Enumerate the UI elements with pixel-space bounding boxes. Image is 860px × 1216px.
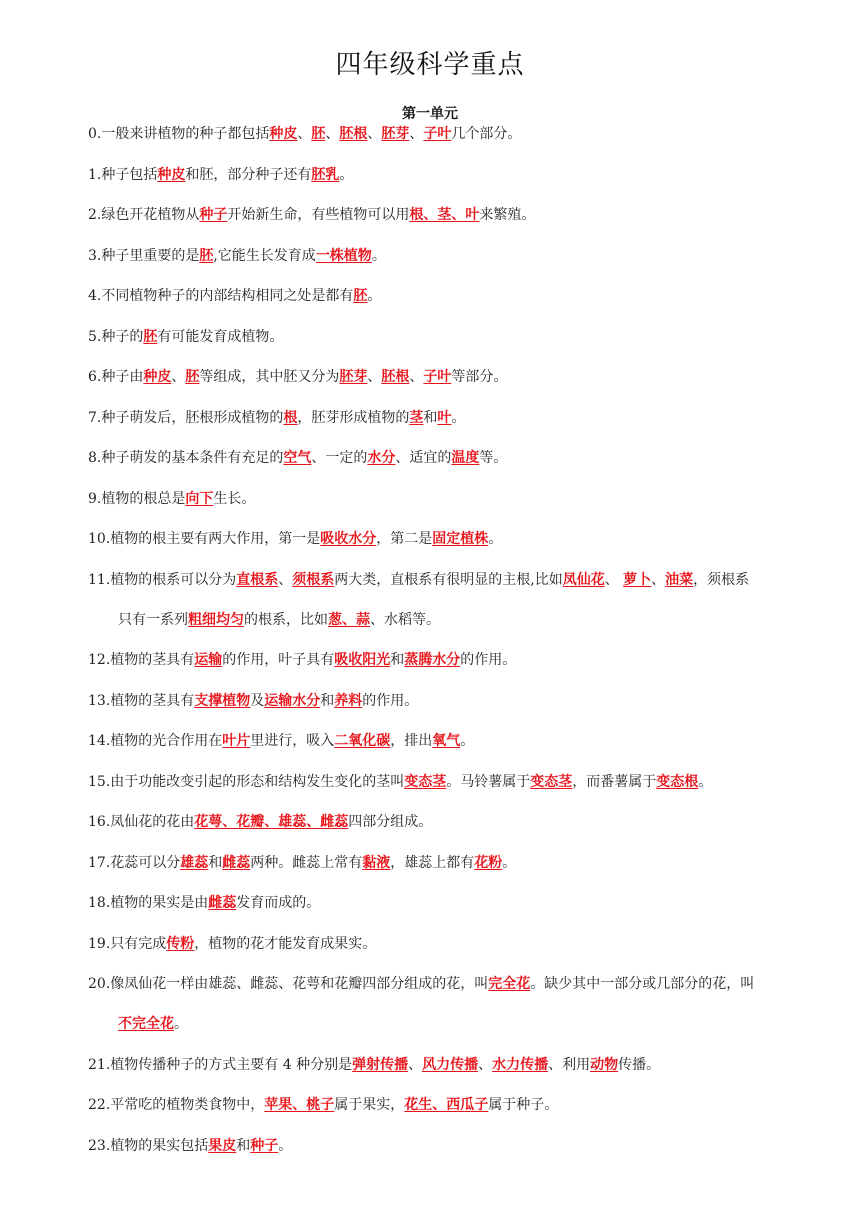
item-text: ，须根系	[693, 571, 750, 588]
item-text: 传播。	[618, 1056, 661, 1073]
item-text: 。	[460, 733, 475, 749]
item-text: 和胚，部分种子还有	[185, 166, 312, 183]
item-text: 3.种子里重要的是	[88, 247, 200, 264]
key-term: 向下	[185, 490, 214, 507]
key-term: 凤仙花	[562, 571, 605, 588]
item-text: 18.植物的果实是由	[88, 895, 209, 911]
key-term: 花生、西瓜子	[404, 1097, 489, 1113]
list-item	[88, 974, 828, 1034]
item-text: 、	[278, 571, 293, 588]
list-item	[88, 650, 828, 670]
key-term: 运输水分	[264, 692, 321, 709]
item-text: 17.花蕊可以分	[88, 854, 181, 871]
key-term: 空气	[283, 450, 312, 466]
key-term: 子叶	[423, 369, 452, 385]
item-text: 。	[698, 773, 713, 790]
key-term: 水分	[367, 450, 396, 466]
item-text: 12.植物的茎具有	[88, 652, 195, 668]
key-term: 变态茎	[404, 773, 447, 790]
key-term: 温度	[451, 450, 480, 466]
key-term: 二氧化碳	[334, 733, 391, 749]
item-text: 。	[451, 409, 466, 426]
item-text: 22.平常吃的植物类食物中，	[88, 1097, 265, 1113]
item-text: 9.植物的根总是	[88, 490, 186, 507]
list-item	[88, 165, 828, 185]
key-term: 胚根	[339, 126, 368, 142]
key-term: 固定植株	[432, 531, 489, 547]
item-text: ,它能生长发育成	[213, 247, 316, 264]
item-text: 两大类，直根系有很明显的主根,比如	[334, 571, 563, 588]
item-text: 、	[367, 369, 382, 385]
list-item	[88, 772, 828, 792]
key-term: 水力传播	[492, 1056, 549, 1073]
item-text: 。	[339, 166, 354, 183]
item-text: 属于果实，	[334, 1097, 405, 1113]
key-term: 弹射传播	[352, 1056, 409, 1073]
key-term: 茎	[409, 409, 424, 426]
notes-list	[88, 124, 828, 1176]
item-continuation	[88, 610, 828, 630]
key-term: 风力传播	[422, 1056, 479, 1073]
item-continuation	[88, 1014, 828, 1034]
item-text: 、	[408, 1056, 423, 1073]
item-text: 、	[604, 571, 624, 588]
key-term: 一株植物	[315, 247, 372, 264]
item-text: 21.植物传播种子的方式主要有 4 种分别是	[88, 1056, 353, 1073]
key-term: 胚根	[381, 369, 410, 385]
item-text: 的作用，叶子具有	[222, 652, 335, 668]
key-term: 不完全花	[118, 1016, 174, 1032]
key-term: 吸收阳光	[334, 652, 391, 668]
key-term: 花萼、花瓣、雄蕊、雌蕊	[194, 814, 349, 830]
list-item	[88, 327, 828, 347]
item-text: ，雄蕊上都有	[390, 854, 475, 871]
item-text: 和	[423, 409, 438, 426]
item-text: ，而番薯属于	[572, 773, 657, 790]
key-term: 胚乳	[311, 166, 340, 183]
key-term: 胚	[185, 369, 200, 385]
item-text: ，排出	[390, 733, 433, 749]
item-text: 、	[367, 126, 382, 142]
item-text: 四部分组成。	[348, 814, 433, 830]
key-term: 根	[283, 409, 298, 426]
item-text: 15.由于功能改变引起的形态和结构发生变化的茎叫	[88, 773, 405, 790]
item-text: 4.不同植物种子的内部结构相同之处是都有	[88, 288, 354, 304]
item-text: 和	[320, 692, 335, 709]
list-item	[88, 1055, 828, 1075]
section-title: 第一单元	[402, 106, 458, 122]
key-term: 胚	[143, 328, 158, 345]
key-term: 胚芽	[381, 126, 410, 142]
item-text: 、	[478, 1056, 493, 1073]
item-text: 来繁殖。	[479, 207, 536, 223]
key-term: 苹果、桃子	[264, 1097, 335, 1113]
list-item	[88, 246, 828, 266]
item-text: 23.植物的果实包括	[88, 1137, 209, 1154]
key-term: 支撑植物	[194, 692, 251, 709]
list-item	[88, 448, 828, 468]
item-text: 、	[409, 369, 424, 385]
item-text: 。马铃薯属于	[446, 773, 531, 790]
list-item	[88, 570, 828, 630]
item-text: 等组成，其中胚又分为	[199, 369, 340, 385]
list-item	[88, 124, 828, 144]
item-text: 发育而成的。	[236, 895, 321, 911]
key-term: 动物	[590, 1056, 619, 1073]
key-term: 运输	[194, 652, 223, 668]
item-text: 的根系，比如	[244, 611, 328, 628]
key-term: 胚	[353, 288, 368, 304]
item-text: 、	[325, 126, 340, 142]
key-term: 萝卜	[623, 571, 652, 588]
item-text: 和	[390, 652, 405, 668]
item-text: ，第二是	[376, 531, 433, 547]
item-text: 的作用。	[460, 652, 517, 668]
key-term: 完全花	[488, 976, 531, 992]
item-text: 等。	[479, 450, 508, 466]
item-text: 里进行，吸入	[250, 733, 335, 749]
key-term: 养料	[334, 692, 363, 709]
list-item	[88, 367, 828, 387]
list-item	[88, 893, 828, 913]
item-text: 5.种子的	[88, 328, 144, 345]
item-text: 。	[371, 247, 386, 264]
key-term: 种皮	[143, 369, 172, 385]
item-text: 20.像凤仙花一样由雄蕊、雌蕊、花萼和花瓣四部分组成的花，叫	[88, 976, 489, 992]
list-item	[88, 408, 828, 428]
key-term: 黏液	[362, 854, 391, 871]
item-text: 。	[488, 531, 503, 547]
key-term: 粗细均匀	[188, 611, 244, 628]
key-term: 直根系	[236, 571, 279, 588]
item-text: 。缺少其中一部分或几部分的花，叫	[530, 976, 755, 992]
item-text: 、适宜的	[395, 450, 452, 466]
item-text: 只有一系列	[118, 611, 188, 628]
list-item	[88, 529, 828, 549]
key-term: 葱、蒜	[328, 611, 370, 628]
item-text: 、一定的	[311, 450, 368, 466]
item-text: ，胚芽形成植物的	[297, 409, 410, 426]
item-text: 等部分。	[451, 369, 508, 385]
item-text: 两种。雌蕊上常有	[250, 854, 363, 871]
key-term: 根、茎、叶	[409, 207, 480, 223]
key-term: 种子	[199, 207, 228, 223]
list-item	[88, 812, 828, 832]
item-text: 、	[297, 126, 312, 142]
list-item	[88, 731, 828, 751]
key-term: 胚	[199, 247, 214, 264]
item-text: 8.种子萌发的基本条件有充足的	[88, 450, 284, 466]
key-term: 叶	[437, 409, 452, 426]
item-text: 生长。	[213, 490, 256, 507]
item-text: ，植物的花才能发育成果实。	[194, 935, 377, 952]
key-term: 雄蕊	[180, 854, 209, 871]
key-term: 胚	[311, 126, 326, 142]
item-text: 。	[367, 288, 382, 304]
list-item	[88, 1095, 828, 1115]
key-term: 变态茎	[530, 773, 573, 790]
list-item	[88, 853, 828, 873]
key-term: 花粉	[474, 854, 503, 871]
key-term: 变态根	[656, 773, 699, 790]
item-text: 。	[278, 1137, 293, 1154]
list-item	[88, 205, 828, 225]
item-text: 、利用	[548, 1056, 591, 1073]
key-term: 须根系	[292, 571, 335, 588]
key-term: 种皮	[269, 126, 298, 142]
key-term: 胚芽	[339, 369, 368, 385]
item-text: 、	[409, 126, 424, 142]
item-text: 2.绿色开花植物从	[88, 207, 200, 223]
key-term: 氧气	[432, 733, 461, 749]
item-text: 。	[174, 1016, 188, 1032]
item-text: 0.一般来讲植物的种子都包括	[88, 126, 270, 142]
item-text: 10.植物的根主要有两大作用，第一是	[88, 531, 321, 547]
key-term: 果皮	[208, 1137, 237, 1154]
list-item	[88, 1136, 828, 1156]
item-text: 属于种子。	[488, 1097, 559, 1113]
item-text: 7.种子萌发后，胚根形成植物的	[88, 409, 284, 426]
key-term: 种皮	[157, 166, 186, 183]
item-text: 和	[236, 1137, 251, 1154]
item-text: 14.植物的光合作用在	[88, 733, 223, 749]
key-term: 蒸腾水分	[404, 652, 461, 668]
item-text: 的作用。	[362, 692, 419, 709]
item-text: 11.植物的根系可以分为	[88, 571, 237, 588]
item-text: 开始新生命，有些植物可以用	[227, 207, 410, 223]
item-text: 及	[250, 692, 265, 709]
list-item	[88, 691, 828, 711]
item-text: 、	[171, 369, 186, 385]
item-text: 有可能发育成植物。	[157, 328, 284, 345]
key-term: 传粉	[166, 935, 195, 952]
item-text: 16.凤仙花的花由	[88, 814, 195, 830]
key-term: 吸收水分	[320, 531, 377, 547]
item-text: 6.种子由	[88, 369, 144, 385]
item-text: 、水稻等。	[370, 611, 440, 628]
key-term: 子叶	[423, 126, 452, 142]
page-title: 四年级科学重点	[335, 50, 525, 80]
list-item	[88, 934, 828, 954]
key-term: 油菜	[665, 571, 694, 588]
item-text: 。	[502, 854, 517, 871]
list-item	[88, 286, 828, 306]
key-term: 叶片	[222, 733, 251, 749]
key-term: 种子	[250, 1137, 279, 1154]
item-text: 和	[208, 854, 223, 871]
key-term: 雌蕊	[222, 854, 251, 871]
item-text: 13.植物的茎具有	[88, 692, 195, 709]
key-term: 雌蕊	[208, 895, 237, 911]
item-text: 几个部分。	[451, 126, 522, 142]
item-text: 、	[651, 571, 666, 588]
item-text: 1.种子包括	[88, 166, 158, 183]
item-text: 19.只有完成	[88, 935, 167, 952]
list-item	[88, 489, 828, 509]
